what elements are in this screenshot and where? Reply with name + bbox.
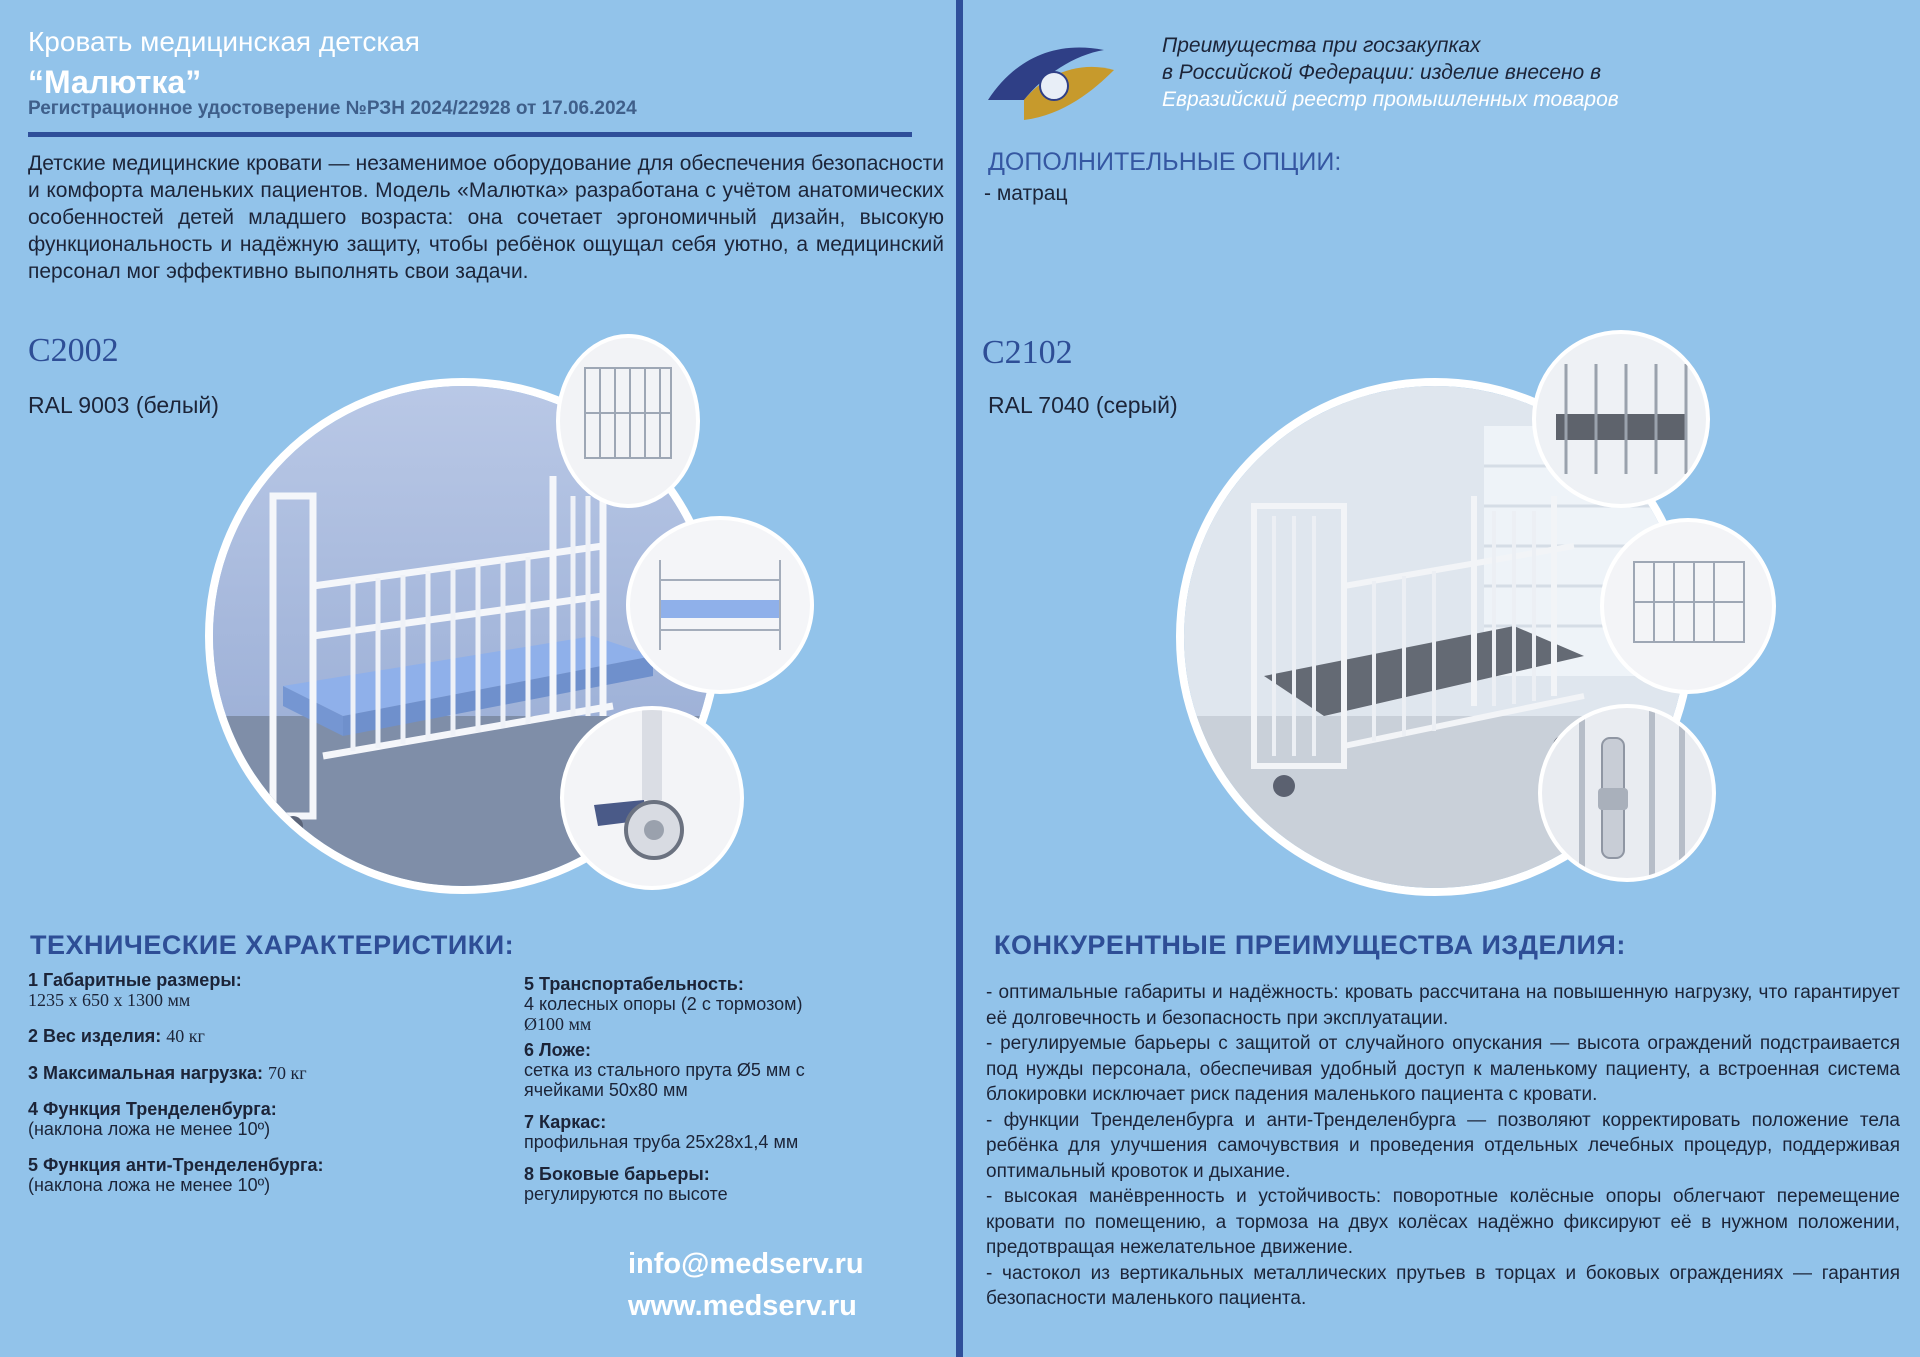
crib-detail-photo-2: [626, 516, 814, 694]
spec-value: (наклона ложа не менее 10º): [28, 1119, 271, 1139]
spec-anti-trendelenburg: [28, 1155, 508, 1175]
spec-value: сетка из стального прута Ø5 мм с: [524, 1060, 805, 1080]
spec-label: Каркас:: [539, 1112, 607, 1132]
brand-name: “Малютка”: [28, 64, 202, 100]
specs-heading: ТЕХНИЧЕСКИЕ ХАРАКТЕРИСТИКИ:: [30, 930, 515, 960]
contact-website-link[interactable]: www.medserv.ru: [628, 1290, 857, 1322]
advantages-heading: КОНКУРЕНТНЫЕ ПРЕИМУЩЕСТВА ИЗДЕЛИЯ:: [994, 930, 1626, 960]
spec-label: Боковые барьеры:: [539, 1164, 710, 1184]
header-rule: [28, 132, 912, 137]
specs-column-1: [28, 970, 508, 1195]
model-code-c2102: С2102: [982, 334, 1073, 371]
spec-value: 70 кг: [267, 1063, 307, 1083]
spec-label: Габаритные размеры:: [43, 970, 242, 990]
center-divider: [956, 0, 963, 1357]
spec-number: 5: [524, 974, 535, 994]
advantage-item: - функции Тренделенбурга и анти-Тренделенбурга — позволяют корректировать положение тела ребёнка для улучшения самочувствия и проведения отдельных лечебных процедур, поддерживая оптимальный кровоток и дыхание.: [986, 1109, 1900, 1182]
caster-wheel-photo: [560, 706, 744, 890]
spec-weight: [28, 1026, 508, 1046]
spec-value: (наклона ложа не менее 10º): [28, 1175, 271, 1195]
spec-value: 4 колесных опоры (2 с тормозом): [524, 994, 803, 1014]
spec-dimensions: [28, 970, 508, 990]
intro-paragraph: Детские медицинские кровати — незаменимое оборудование для обеспечения безопасности и комфорта маленьких пациентов. Модель «Малютка» разработана с учётом анатомических особенностей детей младшего возраста: она сочетает эргономичный дизайн, высокую функциональность и надёжную защиту, чтобы ребёнок ощущал себя уютно, а медицинский персонал мог эффективно выполнять свои задачи.: [28, 152, 944, 283]
spec-label: Вес изделия:: [43, 1026, 162, 1046]
spec-number: 7: [524, 1112, 535, 1132]
spec-label: Функция Тренделенбурга:: [43, 1099, 277, 1119]
eaeu-line-3: Евразийский реестр промышленных товаров: [1162, 88, 1619, 111]
eaeu-line-1: Преимущества при госзакупках: [1162, 34, 1481, 57]
eaeu-notice: [1162, 32, 1619, 113]
eaeu-emblem: [984, 30, 1120, 126]
spec-value: 1235 х 650 х 1300 мм: [28, 990, 191, 1010]
spec-value: Ø100 мм: [524, 1014, 592, 1034]
advantages-list: [986, 980, 1900, 1312]
spec-number: 4: [28, 1099, 39, 1119]
spec-trendelenburg: [28, 1099, 508, 1119]
spec-value: 40 кг: [166, 1026, 205, 1046]
advantage-item: - регулируемые барьеры с защитой от случайного опускания — высота ограждений подстраивается под нужды персонала, обеспечивая удобный доступ к маленькому пациенту, а встроенная система блокировки исключает риск падения маленького пациента с кровати.: [986, 1033, 1900, 1105]
crib-detail-photo-3: [1532, 330, 1710, 508]
spec-number: 6: [524, 1040, 535, 1060]
spec-value: ячейками 50х80 мм: [524, 1080, 688, 1100]
registration-certificate: Регистрационное удостоверение №РЗН 2024/22928 от 17.06.2024: [28, 98, 637, 119]
spec-label: Транспортабельность:: [539, 974, 744, 994]
spec-max-load: [28, 1063, 508, 1083]
spec-label: Максимальная нагрузка:: [43, 1063, 263, 1083]
advantage-item: - высокая манёвренность и устойчивость: поворотные колёсные опоры облегчают перемещение кровати по помещению, а тормоза на двух колёсах надёжно фиксируют её в нужном положении, предотвращая нежелательное движение.: [986, 1186, 1900, 1258]
spec-bed-base: [524, 1040, 944, 1060]
spec-side-barriers: [524, 1164, 944, 1184]
spec-number: 5: [28, 1155, 39, 1175]
options-heading: ДОПОЛНИТЕЛЬНЫЕ ОПЦИИ:: [988, 148, 1342, 176]
eaeu-line-2: в Российской Федерации: изделие внесено в: [1162, 61, 1602, 84]
spec-label: Функция анти-Тренделенбурга:: [43, 1155, 324, 1175]
spec-number: 3: [28, 1063, 39, 1083]
specs-column-2: [524, 974, 944, 1204]
model-color-c2002: RAL 9003 (белый): [28, 392, 219, 418]
spec-frame: [524, 1112, 944, 1132]
page-title: Кровать медицинская детская: [28, 26, 420, 57]
spec-number: 8: [524, 1164, 535, 1184]
model-color-c2102: RAL 7040 (серый): [988, 392, 1178, 418]
crib-detail-photo-1: [556, 334, 700, 508]
spec-number: 2: [28, 1026, 39, 1046]
spec-label: Ложе:: [539, 1040, 591, 1060]
spec-value: регулируются по высоте: [524, 1184, 728, 1204]
spec-value: профильная труба 25х28х1,4 мм: [524, 1132, 799, 1152]
contact-email-link[interactable]: info@medserv.ru: [628, 1248, 864, 1280]
spec-transportability: [524, 974, 944, 994]
side-barrier-latch-photo: [1538, 704, 1716, 882]
model-code-c2002: С2002: [28, 332, 119, 369]
advantage-item: - частокол из вертикальных металлических прутьев в торцах и боковых ограждениях — гарантия безопасности маленького пациента.: [986, 1262, 1900, 1309]
advantage-item: - оптимальные габариты и надёжность: кровать рассчитана на повышенную нагрузку, что гарантирует её долговечность и безопасность при эксплуатации.: [986, 982, 1900, 1029]
crib-detail-photo-4: [1600, 518, 1776, 694]
option-item-mattress: - матрац: [984, 182, 1068, 205]
spec-number: 1: [28, 970, 39, 990]
